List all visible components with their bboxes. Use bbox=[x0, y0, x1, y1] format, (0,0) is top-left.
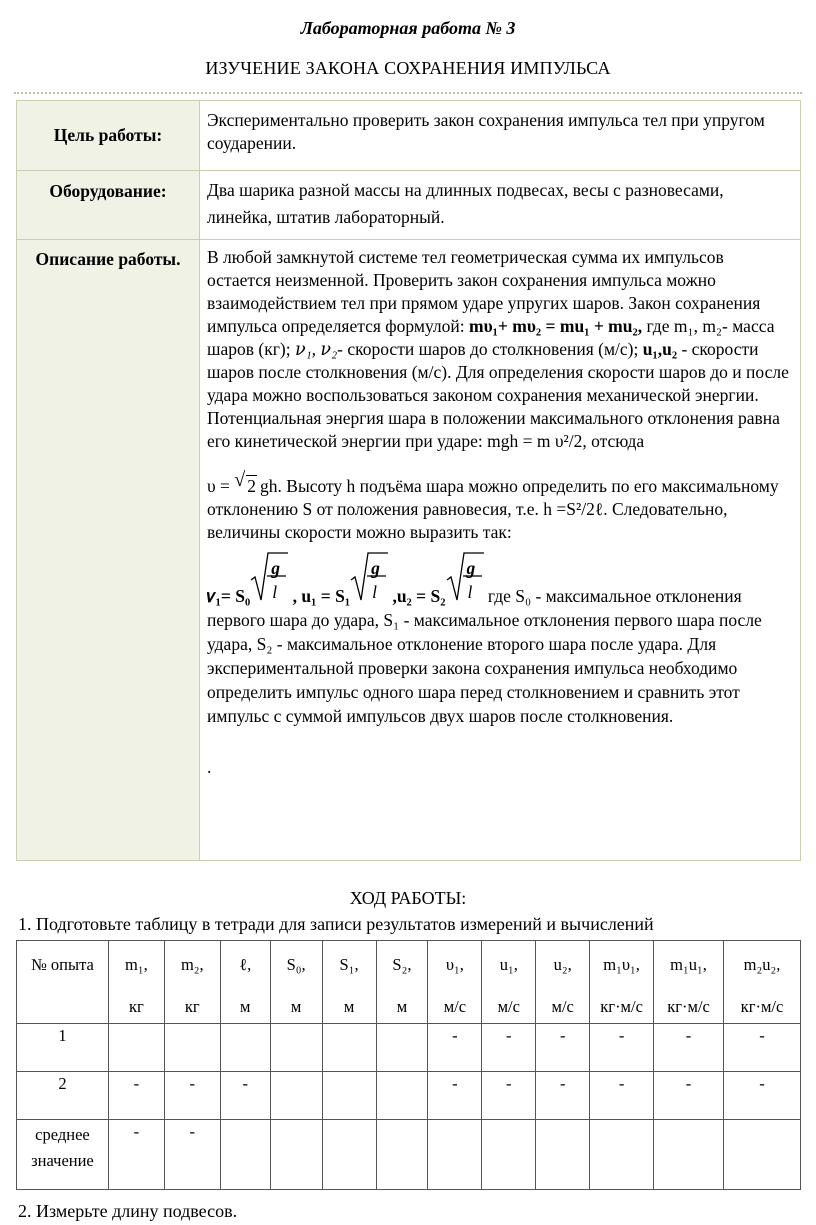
table-cell: - bbox=[590, 1072, 654, 1120]
column-header-unit: м bbox=[343, 997, 355, 1016]
column-header-unit: кг·м/с bbox=[667, 997, 710, 1016]
table-cell: среднее значение bbox=[17, 1120, 109, 1190]
column-header-name: m₂, bbox=[180, 955, 204, 974]
results-header-row bbox=[17, 941, 801, 1024]
table-cell: - bbox=[654, 1072, 724, 1120]
table-cell: - bbox=[724, 1024, 801, 1072]
momentum-formula: mυ₁+ mυ₂ = mu₁ + mu₂, bbox=[469, 316, 643, 336]
desc-text: υ = bbox=[207, 476, 235, 496]
table-cell: - bbox=[536, 1024, 590, 1072]
column-header-unit: м/с bbox=[443, 997, 467, 1016]
column-header-unit: м bbox=[290, 997, 302, 1016]
column-header-name: № опыта bbox=[31, 955, 94, 974]
results-table bbox=[16, 940, 801, 1190]
column-header-unit: м/с bbox=[551, 997, 574, 1016]
table-cell bbox=[220, 1024, 270, 1072]
table-cell: - bbox=[428, 1024, 482, 1072]
info-table bbox=[16, 100, 801, 861]
table-cell bbox=[428, 1120, 482, 1190]
column-header-unit: кг bbox=[128, 997, 144, 1016]
table-cell bbox=[654, 1120, 724, 1190]
table-cell bbox=[270, 1024, 322, 1072]
description-row bbox=[17, 240, 801, 861]
column-header-name: u₁, bbox=[499, 955, 518, 974]
column-header-name: S₀, bbox=[286, 955, 306, 974]
desc-dot: . bbox=[207, 757, 212, 777]
table-row bbox=[17, 1024, 801, 1072]
table-cell: 1 bbox=[17, 1024, 109, 1072]
table-cell: - bbox=[590, 1024, 654, 1072]
column-header bbox=[724, 941, 801, 1024]
table-cell: - bbox=[536, 1072, 590, 1120]
desc-text: gh. Высоту h подъёма шара можно определить по его максимальному отклонению S от положения равновесия, т.е. h =S²/2ℓ. Следовательно, величины скорости можно выразить так: bbox=[207, 476, 779, 542]
table-cell: - bbox=[724, 1072, 801, 1120]
table-cell: - bbox=[108, 1072, 164, 1120]
sqrt-g-over-l-icon: g l bbox=[250, 554, 288, 602]
procedure-heading: ХОД РАБОТЫ: bbox=[349, 888, 467, 908]
table-cell: - bbox=[164, 1072, 220, 1120]
velocity-symbols: 𝜈₁, 𝜈₂ bbox=[294, 339, 338, 359]
velocity-after-symbols: u₁,u₂ bbox=[642, 339, 678, 359]
desc-text: где m₁, m₂- масса шаров (кг); bbox=[207, 316, 775, 359]
column-header bbox=[428, 941, 482, 1024]
table-row bbox=[17, 1120, 801, 1190]
column-header bbox=[376, 941, 428, 1024]
step-1: 1. Подготовьте таблицу в тетради для записи результатов измерений и вычислений bbox=[18, 914, 654, 934]
table-cell: - bbox=[428, 1072, 482, 1120]
column-header-name: m₂u₂, bbox=[743, 955, 781, 974]
description-cell bbox=[200, 240, 801, 861]
column-header-name: S₂, bbox=[392, 955, 412, 974]
column-header bbox=[654, 941, 724, 1024]
sqrt-2: √ 2 bbox=[234, 469, 257, 496]
table-cell bbox=[376, 1072, 428, 1120]
goal-text: Экспериментально проверить закон сохранения импульса тел при упругом соударении. bbox=[200, 101, 801, 171]
column-header bbox=[322, 941, 376, 1024]
table-row bbox=[17, 1072, 801, 1120]
column-header bbox=[164, 941, 220, 1024]
table-cell bbox=[724, 1120, 801, 1190]
table-cell: 2 bbox=[17, 1072, 109, 1120]
description-label: Описание работы. bbox=[17, 240, 200, 861]
table-cell bbox=[322, 1120, 376, 1190]
table-cell bbox=[322, 1024, 376, 1072]
formula-u1: , u₁ = S₁ bbox=[288, 586, 351, 606]
sqrt-g-over-l-icon: g l bbox=[350, 554, 388, 602]
description-paragraph-2 bbox=[207, 469, 792, 544]
column-header bbox=[536, 941, 590, 1024]
desc-text: - скорости шаров до столкновения (м/с); bbox=[337, 339, 643, 359]
desc-text: где S₀ - максимальное отклонения первого шара до удара, S₁ - максимальное отклонения первого шара после удара, S₂ - максимальное отклонение второго шара после удара. Для экспериментальной проверки закона сохранения импульса необходимо определить импульс одного шара перед столкновением и сравнить этот импульс с суммой импульсов двух шаров после столкновения. bbox=[207, 586, 762, 726]
column-header-name: ℓ, bbox=[239, 955, 252, 974]
page-title: Лабораторная работа № 3 bbox=[300, 18, 516, 38]
column-header-unit: м bbox=[239, 997, 251, 1016]
table-cell: - bbox=[220, 1072, 270, 1120]
equipment-row bbox=[17, 171, 801, 240]
table-cell: - bbox=[482, 1072, 536, 1120]
table-cell bbox=[376, 1024, 428, 1072]
desc-text: - скорости шаров после столкновения (м/с). Для определения скорости шаров до и после удара можно воспользоваться законом сохранения механической энергии. Потенциальная энергия шара в положении максимального отклонения равна его кинетической энергии при ударе: mgh = m υ²/2, отсюда bbox=[207, 339, 789, 451]
column-header-name: m₁, bbox=[125, 955, 148, 974]
column-header-name: m₁u₁, bbox=[670, 955, 707, 974]
table-cell: - bbox=[164, 1120, 220, 1190]
column-header bbox=[220, 941, 270, 1024]
column-header bbox=[270, 941, 322, 1024]
table-cell bbox=[270, 1120, 322, 1190]
column-header bbox=[108, 941, 164, 1024]
column-header bbox=[17, 941, 109, 1024]
table-cell bbox=[482, 1120, 536, 1190]
column-header-unit: кг·м/с bbox=[740, 997, 784, 1016]
divider bbox=[14, 92, 802, 94]
column-header-name: u₂, bbox=[553, 955, 572, 974]
column-header-name: m₁υ₁, bbox=[603, 955, 640, 974]
table-cell: - bbox=[654, 1024, 724, 1072]
equipment-label: Оборудование: bbox=[17, 171, 200, 240]
goal-row bbox=[17, 101, 801, 171]
column-header bbox=[590, 941, 654, 1024]
column-header-name: S₁, bbox=[339, 955, 359, 974]
table-cell bbox=[220, 1120, 270, 1190]
description-paragraph-3 bbox=[207, 554, 792, 726]
table-cell bbox=[590, 1120, 654, 1190]
column-header-unit: м/с bbox=[497, 997, 520, 1016]
column-header-unit: кг·м/с bbox=[600, 997, 643, 1016]
goal-label: Цель работы: bbox=[17, 101, 200, 171]
equipment-text: Два шарика разной массы на длинных подвесах, весы с разновесами, линейка, штатив лабораторный. bbox=[200, 171, 801, 240]
page-subtitle: ИЗУЧЕНИЕ ЗАКОНА СОХРАНЕНИЯ ИМПУЛЬСА bbox=[205, 58, 611, 78]
table-cell bbox=[376, 1120, 428, 1190]
step-2: 2. Измерьте длину подвесов. bbox=[18, 1201, 238, 1221]
table-cell bbox=[270, 1072, 322, 1120]
table-cell: - bbox=[482, 1024, 536, 1072]
formula-v1: 𝜈₁= S₀ bbox=[207, 586, 251, 606]
column-header bbox=[482, 941, 536, 1024]
column-header-unit: кг bbox=[184, 997, 200, 1016]
column-header-name: υ₁, bbox=[445, 955, 464, 974]
table-cell bbox=[164, 1024, 220, 1072]
formula-u2: ,u₂ = S₂ bbox=[388, 586, 446, 606]
description-paragraph-1 bbox=[207, 246, 792, 453]
table-cell bbox=[322, 1072, 376, 1120]
table-cell bbox=[536, 1120, 590, 1190]
table-cell bbox=[108, 1024, 164, 1072]
desc-text: В любой замкнутой системе тел геометрическая сумма их импульсов остается неизменной. Проверить закон сохранения импульса можно взаимодействием тел при прямом ударе упругих шаров. Закон сохранения импульса определяется формулой: bbox=[207, 247, 761, 336]
sqrt-g-over-l-icon: g l bbox=[446, 554, 484, 602]
table-cell: - bbox=[108, 1120, 164, 1190]
column-header-unit: м bbox=[396, 997, 408, 1016]
